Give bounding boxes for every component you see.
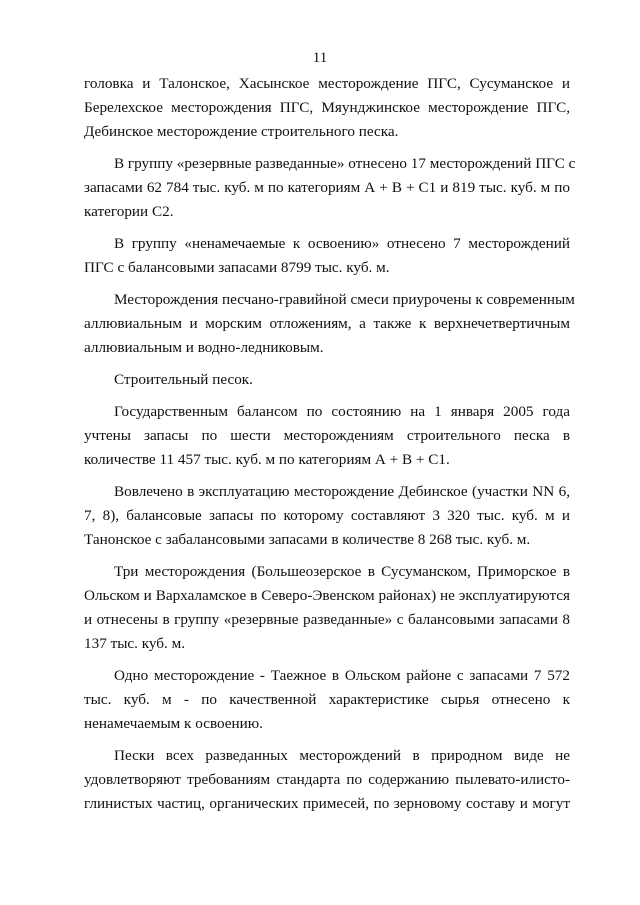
text-line: тыс. куб. м - по качественной характеристике сырья отнесено к bbox=[84, 691, 570, 708]
text-line: учтены запасы по шести месторождениям строительного песка в bbox=[84, 427, 570, 444]
text-line: удовлетворяют требованиям стандарта по содержанию пылевато-илисто- bbox=[84, 771, 570, 788]
text-line: аллювиальным и водно-ледниковым. bbox=[84, 339, 324, 356]
paragraph-4 bbox=[84, 288, 575, 360]
text-line: Ольском и Вархаламское в Северо-Эвенском районах) не эксплуатируются bbox=[84, 587, 570, 604]
paragraph-6 bbox=[84, 400, 570, 472]
text-line: Три месторождения (Большеозерское в Сусуманском, Приморское в bbox=[114, 563, 570, 580]
text-line: Государственным балансом по состоянию на 1 января 2005 года bbox=[114, 403, 570, 420]
paragraph-7 bbox=[84, 480, 570, 552]
section-heading: Строительный песок. bbox=[114, 371, 253, 388]
text-line: Дебинское месторождение строительного песка. bbox=[84, 123, 399, 140]
paragraph-8 bbox=[84, 560, 570, 656]
text-line: В группу «резервные разведанные» отнесено 17 месторождений ПГС с bbox=[114, 155, 576, 172]
text-line: Одно месторождение - Таежное в Ольском районе с запасами 7 572 bbox=[114, 667, 570, 684]
text-line: Берелехское месторождения ПГС, Мяунджинское месторождение ПГС, bbox=[84, 99, 570, 116]
body-text bbox=[84, 72, 576, 816]
text-line: Пески всех разведанных месторождений в природном виде не bbox=[114, 747, 570, 764]
paragraph-1 bbox=[84, 72, 570, 144]
page-number: 11 bbox=[312, 50, 328, 66]
text-line: количестве 11 457 тыс. куб. м по категориям А + В + С1. bbox=[84, 451, 450, 468]
paragraph-5 bbox=[84, 368, 570, 392]
text-line: глинистых частиц, органических примесей, по зерновому составу и могут bbox=[84, 795, 570, 812]
text-line: 137 тыс. куб. м. bbox=[84, 635, 186, 652]
text-line: Танонское с забалансовыми запасами в количестве 8 268 тыс. куб. м. bbox=[84, 531, 531, 548]
text-line: запасами 62 784 тыс. куб. м по категориям А + В + С1 и 819 тыс. куб. м по bbox=[84, 179, 570, 196]
text-line: категории С2. bbox=[84, 203, 174, 220]
paragraph-3 bbox=[84, 232, 570, 280]
text-line: и отнесены в группу «резервные разведанные» с балансовыми запасами 8 bbox=[84, 611, 570, 628]
text-line: аллювиальным и морским отложениям, а также к верхнечетвертичным bbox=[84, 315, 570, 332]
paragraph-2 bbox=[84, 152, 576, 224]
text-line: Вовлечено в эксплуатацию месторождение Дебинское (участки NN 6, bbox=[114, 483, 570, 500]
text-line: 7, 8), балансовые запасы по которому составляют 3 320 тыс. куб. м и bbox=[84, 507, 570, 524]
paragraph-9 bbox=[84, 664, 570, 736]
text-line: головка и Талонское, Хасынское месторождение ПГС, Сусуманское и bbox=[84, 75, 570, 92]
text-line: Месторождения песчано-гравийной смеси приурочены к современным bbox=[114, 291, 575, 308]
paragraph-10 bbox=[84, 744, 570, 816]
text-line: В группу «ненамечаемые к освоению» отнесено 7 месторождений bbox=[114, 235, 570, 252]
text-line: ПГС с балансовыми запасами 8799 тыс. куб. м. bbox=[84, 259, 390, 276]
text-line: ненамечаемым к освоению. bbox=[84, 715, 263, 732]
